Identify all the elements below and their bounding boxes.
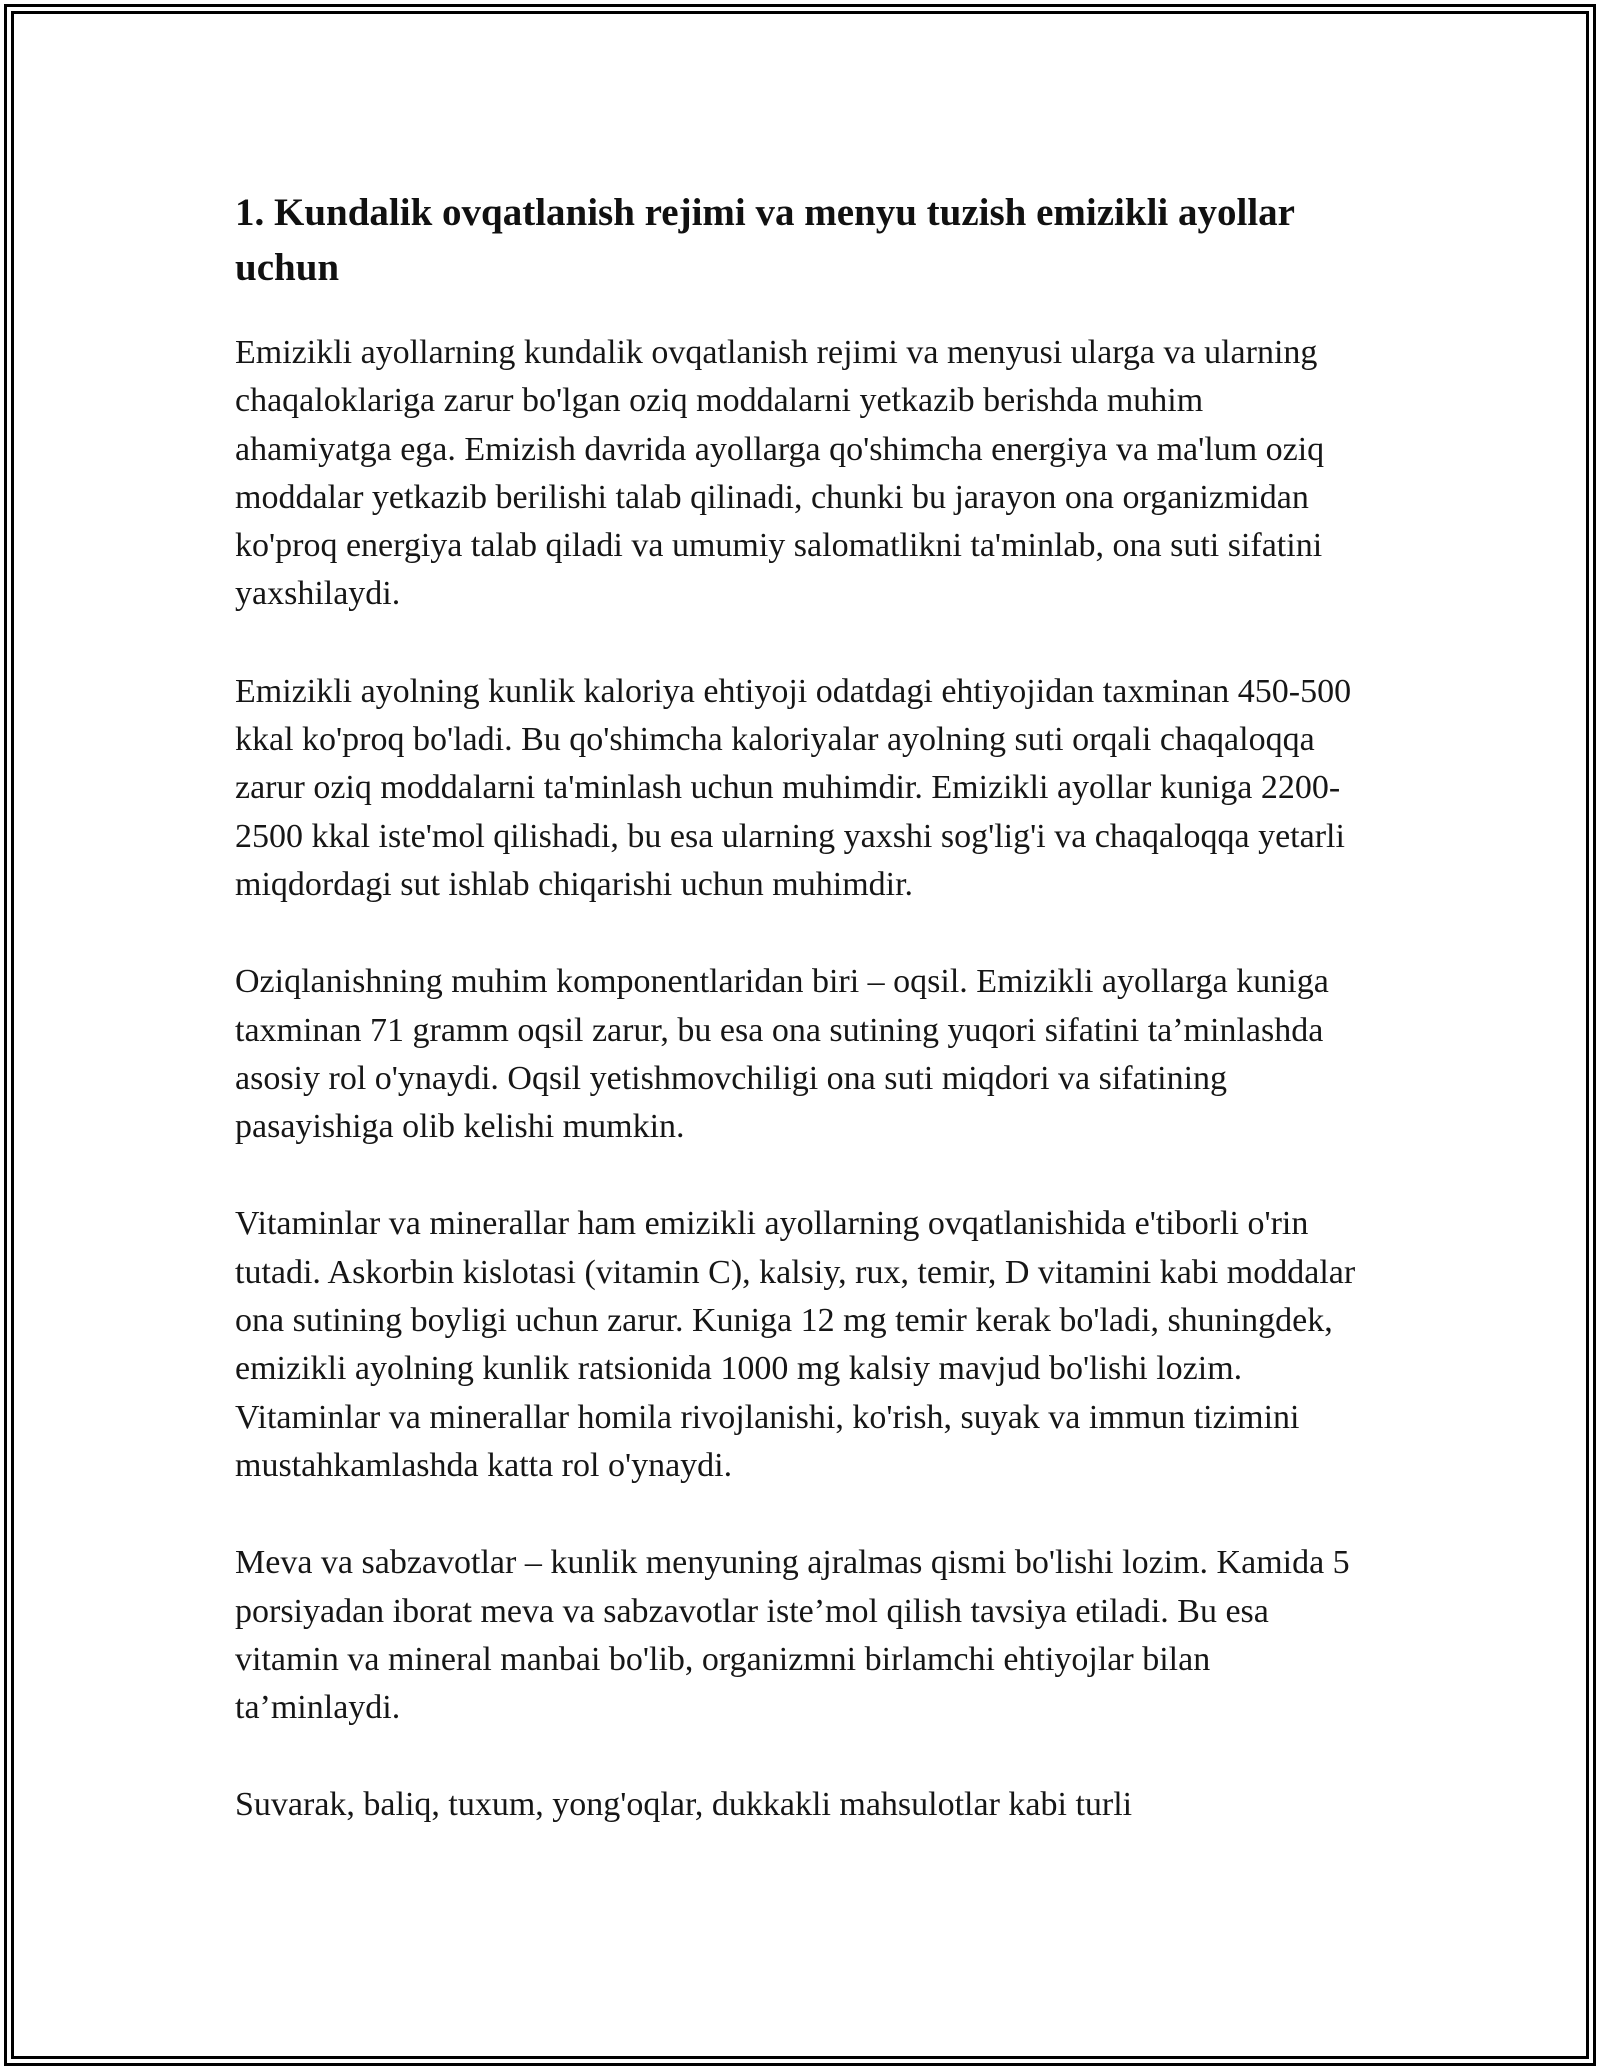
- document-body: [235, 185, 1365, 1830]
- paragraph-protein-sources: Suvarak, baliq, tuxum, yong'oqlar, dukkakli mahsulotlar kabi turli: [235, 1786, 1133, 1824]
- paragraph-protein: Oziqlanishning muhim komponentlaridan biri – oqsil. Emizikli ayollarga kuniga taxminan 71 gramm oqsil zarur, bu esa ona sutining yuqori sifatini ta’minlashda asosiy rol o'ynaydi. Oqsil yetishmovchiligi ona suti miqdori va sifatining pasayishiga olib kelishi mumkin.: [235, 963, 1338, 1146]
- paragraph-fruits-vegetables: Meva va sabzavotlar – kunlik menyuning ajralmas qismi bo'lishi lozim. Kamida 5 porsiyadan iborat meva va sabzavotlar iste’mol qilish tavsiya etiladi. Bu esa vitamin va mineral manbai bo'lib, organizmni birlamchi ehtiyojlar bilan ta’minlaydi.: [235, 1544, 1359, 1727]
- paragraph-intro: Emizikli ayollarning kundalik ovqatlanish rejimi va menyusi ularga va ularning chaqaloklariga zarur bo'lgan oziq moddalarni yetkazib berishda muhim ahamiyatga ega. Emizish davrida ayollarga qo'shimcha energiya va ma'lum oziq moddalar yetkazib berilishi talab qilinadi, chunki bu jarayon ona organizmidan ko'proq energiya talab qiladi va umumiy salomatlikni ta'minlab, ona suti sifatini yaxshilaydi.: [235, 334, 1333, 613]
- section-heading: 1. Kundalik ovqatlanish rejimi va menyu tuzish emizikli ayollar uchun: [235, 191, 1295, 289]
- paragraph-calories: Emizikli ayolning kunlik kaloriya ehtiyoji odatdagi ehtiyojidan taxminan 450-500 kkal ko'proq bo'ladi. Bu qo'shimcha kaloriyalar ayolning suti orqali chaqaloqqa zarur oziq moddalarni ta'minlash uchun muhimdir. Emizikli ayollar kuniga 2200-2500 kkal iste'mol qilishadi, bu esa ularning yaxshi sog'lig'i va chaqaloqqa yetarli miqdordagi sut ishlab chiqarishi uchun muhimdir.: [235, 672, 1360, 903]
- paragraph-vitamins: Vitaminlar va minerallar ham emizikli ayollarning ovqatlanishida e'tiborli o'rin tutadi. Askorbin kislotasi (vitamin C), kalsiy, rux, temir, D vitamini kabi moddalar ona sutining boyligi uchun zarur. Kuniga 12 mg temir kerak bo'ladi, shuningdek, emizikli ayolning kunlik ratsionida 1000 mg kalsiy mavjud bo'lishi lozim. Vitaminlar va minerallar homila rivojlanishi, ko'rish, suyak va immun tizimini mustahkamlashda katta rol o'ynaydi.: [235, 1205, 1364, 1484]
